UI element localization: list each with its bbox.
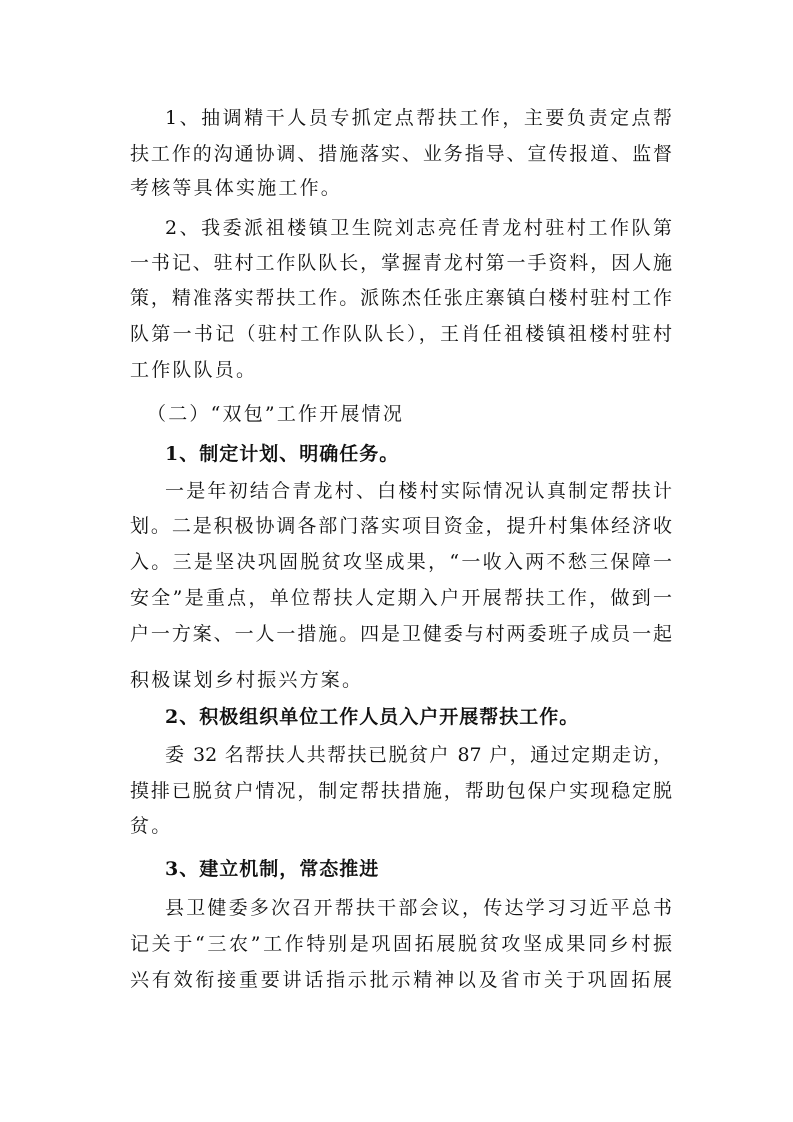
paragraph-line: 兴有效衔接重要讲话指示批示精神以及省市关于巩固拓展 [130,969,672,991]
paragraph-line: 划。二是积极协调各部门落实项目资金，提升村集体经济收 [130,515,672,537]
subsection-heading: 2、积极组织单位工作人员入户开展帮扶工作。 [165,706,580,728]
paragraph-line: 积极谋划乡村振兴方案。 [130,669,364,691]
subsection-heading: 3、建立机制，常态推进 [165,858,380,880]
paragraph-line: 策，精准落实帮扶工作。派陈杰任张庄寨镇白楼村驻村工作 [130,287,672,309]
paragraph-line: 队第一书记（驻村工作队队长），王肖任祖楼镇祖楼村驻村 [130,323,672,345]
section-heading: （二）“双包”工作开展情况 [147,403,405,425]
paragraph-line: 工作队队员。 [130,359,258,381]
paragraph-line: 摸排已脱贫户情况，制定帮扶措施，帮助包保户实现稳定脱 [130,780,672,802]
paragraph-line: 考核等具体实施工作。 [130,177,343,199]
paragraph-line: 贫。 [130,815,173,837]
paragraph-line: 安全”是重点，单位帮扶人定期入户开展帮扶工作，做到一 [130,587,672,609]
paragraph-line: 2、我委派祖楼镇卫生院刘志亮任青龙村驻村工作队第 [165,217,672,239]
paragraph-line: 扶工作的沟通协调、措施落实、业务指导、宣传报道、监督 [130,143,672,165]
paragraph-line: 1、抽调精干人员专抓定点帮扶工作，主要负责定点帮 [165,107,672,129]
paragraph-line: 县卫健委多次召开帮扶干部会议，传达学习习近平总书 [165,897,672,919]
paragraph-line: 一书记、驻村工作队队长，掌握青龙村第一手资料，因人施 [130,252,672,274]
paragraph-line: 记关于“三农”工作特别是巩固拓展脱贫攻坚成果同乡村振 [130,933,672,955]
paragraph-line: 一是年初结合青龙村、白楼村实际情况认真制定帮扶计 [165,480,672,502]
subsection-heading: 1、制定计划、明确任务。 [165,443,400,465]
paragraph-line: 委 32 名帮扶人共帮扶已脱贫户 87 户，通过定期走访， [165,744,672,766]
paragraph-line: 户一方案、一人一措施。四是卫健委与村两委班子成员一起 [130,623,672,645]
paragraph-line: 入。三是坚决巩固脱贫攻坚成果，“一收入两不愁三保障一 [130,551,672,573]
